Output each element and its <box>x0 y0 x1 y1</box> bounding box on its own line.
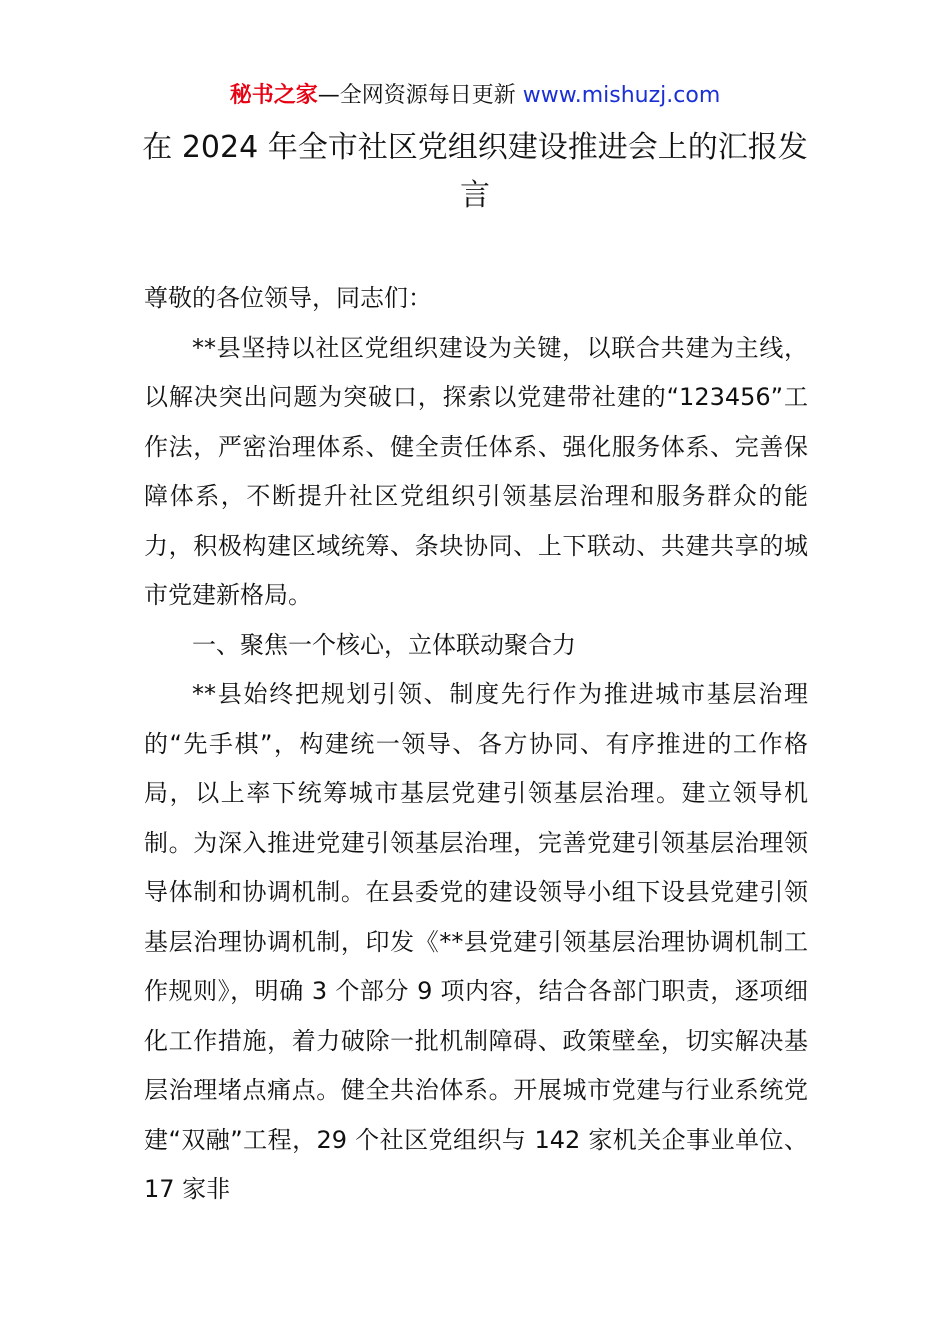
site-name: 秘书之家 <box>229 83 318 108</box>
document-body <box>144 274 808 1215</box>
document-title: 在 2024 年全市社区党组织建设推进会上的汇报发言 <box>142 130 808 213</box>
intro-paragraph: **县坚持以社区党组织建设为关键，以联合共建为主线，以解决突出问题为突破口，探索以党建带社建的“123456”工作法，严密治理体系、健全责任体系、强化服务体系、完善保障体系，不断提升社区党组织引领基层治理和服务群众的能力，积极构建区域统筹、条块协同、上下联动、共建共享的城市党建新格局。 <box>144 333 808 609</box>
site-header <box>0 78 950 114</box>
section-heading: 一、聚焦一个核心，立体联动聚合力 <box>192 630 576 659</box>
site-url-link[interactable]: www.mishuzj.com <box>522 83 721 108</box>
section-paragraph: **县始终把规划引领、制度先行作为推进城市基层治理的“先手棋”，构建统一领导、各方协同、有序推进的工作格局，以上率下统筹城市基层党建引领基层治理。建立领导机制。为深入推进党建引领基层治理，完善党建引领基层治理领导体制和协调机制。在县委党的建设领导小组下设县党建引领基层治理协调机制，印发《**县党建引领基层治理协调机制工作规则》，明确 3 个部分 9 项内容，结合各部门职责，逐项细化工作措施，着力破除一批机制障碍、政策壁垒，切实解决基层治理堵点痛点。健全共治体系。开展城市党建与行业系统党建“双融”工程，29 个社区党组织与 142 家机关企事业单位、17 家非 <box>144 680 808 1203</box>
site-slogan: —全网资源每日更新 <box>317 83 516 108</box>
salutation: 尊敬的各位领导，同志们： <box>144 284 432 312</box>
